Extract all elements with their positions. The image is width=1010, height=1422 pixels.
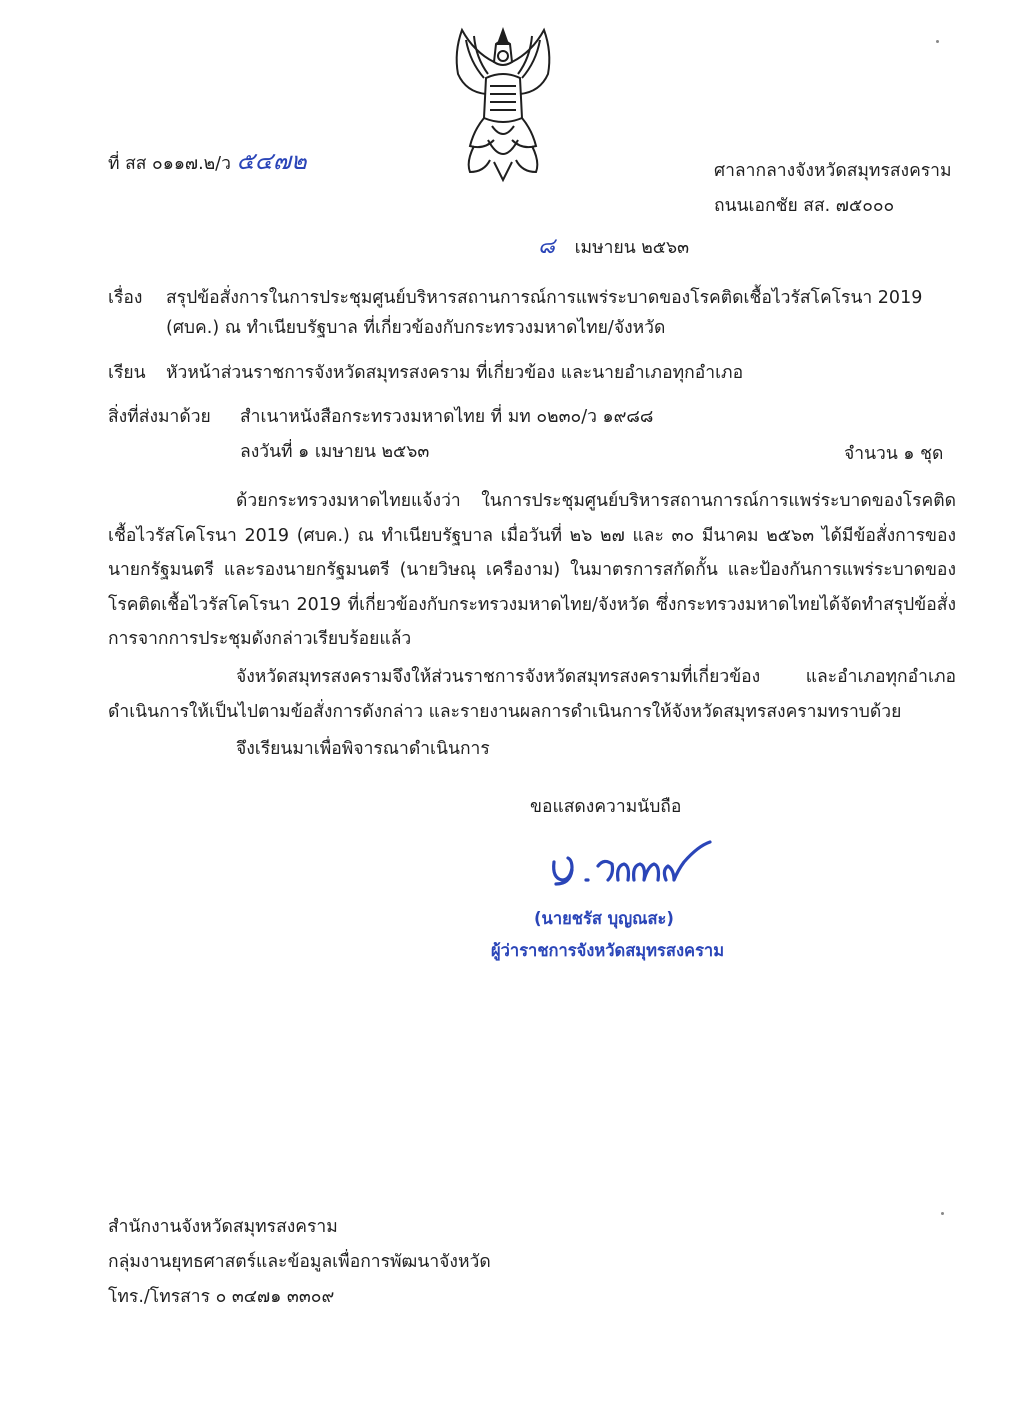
to-label: เรียน (108, 363, 146, 383)
office-address: ถนนเอกชัย สส. ๗๕๐๐๐ (714, 196, 895, 216)
scan-speck (936, 40, 939, 43)
subject-line-2: (ศบค.) ณ ทำเนียบรัฐบาล ที่เกี่ยวข้องกับกระทรวงมหาดไทย/จังหวัด (166, 318, 666, 338)
closing-request: จึงเรียนมาเพื่อพิจารณาดำเนินการ (236, 739, 490, 759)
salutation: ขอแสดงความนับถือ (530, 797, 682, 817)
document-number-handwritten: ๕๔๗๒ (236, 147, 307, 175)
signatory-name: (นายชรัส บุญณสะ) (534, 909, 674, 928)
scan-speck (941, 1212, 944, 1215)
enclosure-label: สิ่งที่ส่งมาด้วย (108, 407, 211, 427)
footer-phone: โทร./โทรสาร ๐ ๓๔๗๑ ๓๓๐๙ (108, 1287, 335, 1307)
body-paragraph-2: จังหวัดสมุทรสงครามจึงให้ส่วนราชการจังหวัดสมุทรสงครามที่เกี่ยวข้อง และอำเภอทุกอำเภอดำเนินการให้เป็นไปตามข้อสั่งการดังกล่าว และรายงานผลการดำเนินการให้จังหวัดสมุทรสงครามทราบด้วย (108, 667, 956, 722)
enclosure-line-2: ลงวันที่ ๑ เมษายน ๒๕๖๓ (240, 442, 430, 462)
footer-division: กลุ่มงานยุทธศาสตร์และข้อมูลเพื่อการพัฒนาจังหวัด (108, 1252, 491, 1272)
document-number (108, 147, 307, 175)
subject-line-1: สรุปข้อสั่งการในการประชุมศูนย์บริหารสถานการณ์การแพร่ระบาดของโรคติดเชื้อไวรัสโคโรนา 2019 (166, 288, 923, 308)
handwritten-signature (548, 840, 718, 888)
document-number-prefix: ที่ สส ๐๑๑๗.๒/ว (108, 154, 231, 174)
enclosure-quantity: จำนวน ๑ ชุด (844, 444, 944, 464)
date-day-handwritten: ๘ (538, 234, 555, 259)
enclosure-line-1: สำเนาหนังสือกระทรวงมหาดไทย ที่ มท ๐๒๓๐/ว ๑๙๘๘ (240, 407, 654, 427)
date-month-year: เมษายน ๒๕๖๓ (574, 238, 690, 258)
signatory-position: ผู้ว่าราชการจังหวัดสมุทรสงคราม (491, 941, 725, 960)
to-recipients: หัวหน้าส่วนราชการจังหวัดสมุทรสงคราม ที่เกี่ยวข้อง และนายอำเภอทุกอำเภอ (166, 363, 744, 383)
document-date (538, 236, 689, 259)
subject-label: เรื่อง (108, 288, 143, 308)
footer-office: สำนักงานจังหวัดสมุทรสงคราม (108, 1217, 338, 1237)
body-paragraph-1: ด้วยกระทรวงมหาดไทยแจ้งว่า ในการประชุมศูนย์บริหารสถานการณ์การแพร่ระบาดของโรคติดเชื้อไวรัสโคโรนา 2019 (ศบค.) ณ ทำเนียบรัฐบาล เมื่อวันที่ ๒๖ ๒๗ และ ๓๐ มีนาคม ๒๕๖๓ ได้มีข้อสั่งการของนายกรัฐมนตรี และรองนายกรัฐมนตรี (นายวิษณุ เครืองาม) ในมาตรการสกัดกั้น และป้องกันการแพร่ระบาดของโรคติดเชื้อไวรัสโคโรนา 2019 ที่เกี่ยวข้องกับกระทรวงมหาดไทย/จังหวัด ซึ่งกระทรวงมหาดไทยได้จัดทำสรุปข้อสั่งการจากการประชุมดังกล่าวเรียบร้อยแล้ว (108, 491, 956, 649)
office-name: ศาลากลางจังหวัดสมุทรสงคราม (714, 161, 952, 181)
garuda-emblem (444, 22, 562, 184)
